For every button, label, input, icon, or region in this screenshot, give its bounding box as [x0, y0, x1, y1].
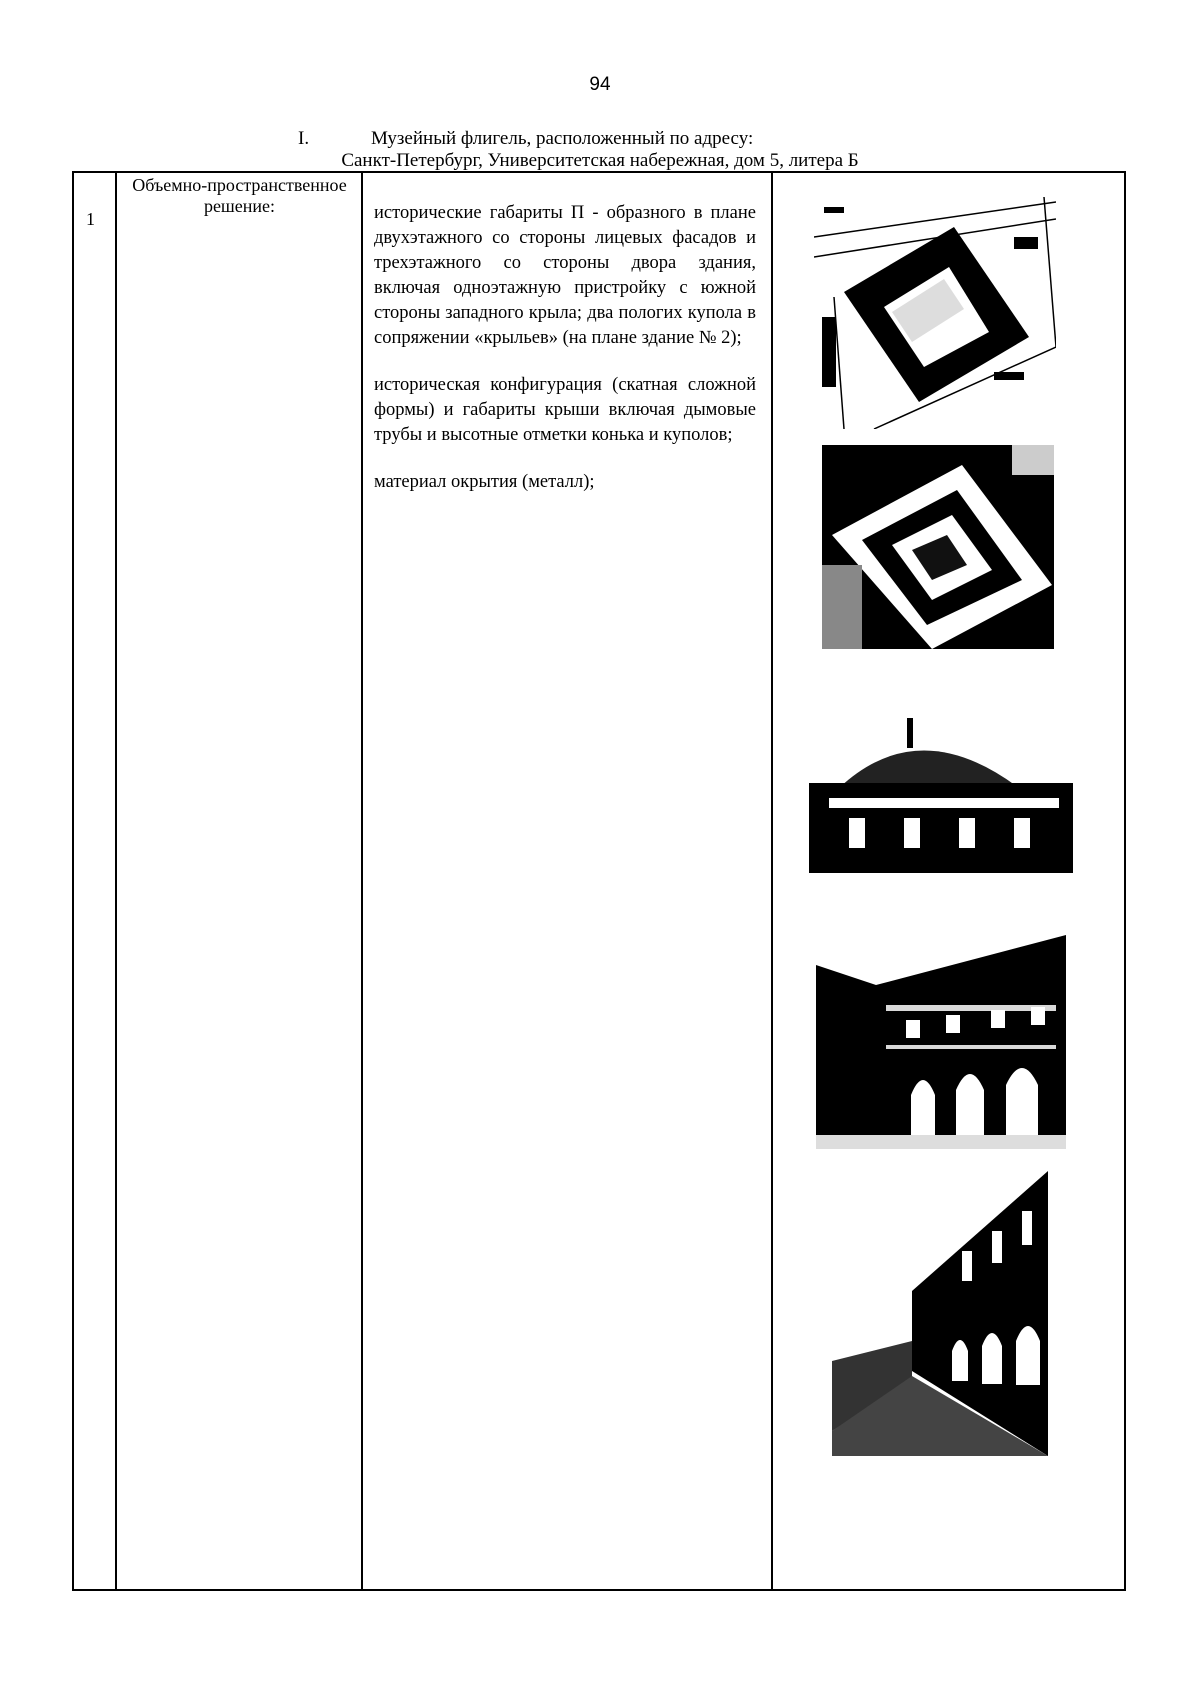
- section-address: Санкт-Петербург, Университетская набережная, дом 5, литера Б: [341, 150, 859, 171]
- street-view-photo: [832, 1171, 1048, 1456]
- aerial-photo: [822, 445, 1054, 649]
- table-divider: [771, 173, 773, 1589]
- section-title: Музейный флигель, расположенный по адресу:: [371, 128, 754, 149]
- table-divider: [115, 173, 117, 1589]
- description-paragraph: историческая конфигурация (скатная сложной формы) и габариты крыши включая дымовые трубы и высотные отметки конька и куполов;: [374, 375, 756, 445]
- page-number: 94: [589, 74, 611, 95]
- row-description: [374, 201, 756, 517]
- table-divider: [361, 173, 363, 1589]
- row-number: 1: [86, 209, 95, 229]
- description-paragraph: исторические габариты П - образного в плане двухэтажного со стороны лицевых фасадов и трехэтажного со стороны двора здания, включая одноэтажную пристройку с южной стороны западного крыла; два пологих купола в сопряжении «крыльев» (на плане здание № 2);: [374, 203, 756, 348]
- facade-photo: [816, 895, 1066, 1149]
- description-paragraph: материал окрытия (металл);: [374, 472, 595, 492]
- requirements-table: [72, 171, 1126, 1591]
- site-plan-map: [814, 197, 1056, 429]
- dome-roof-photo: [809, 708, 1073, 873]
- section-number: I.: [298, 128, 310, 149]
- row-category: Объемно-пространственное решение:: [132, 175, 347, 216]
